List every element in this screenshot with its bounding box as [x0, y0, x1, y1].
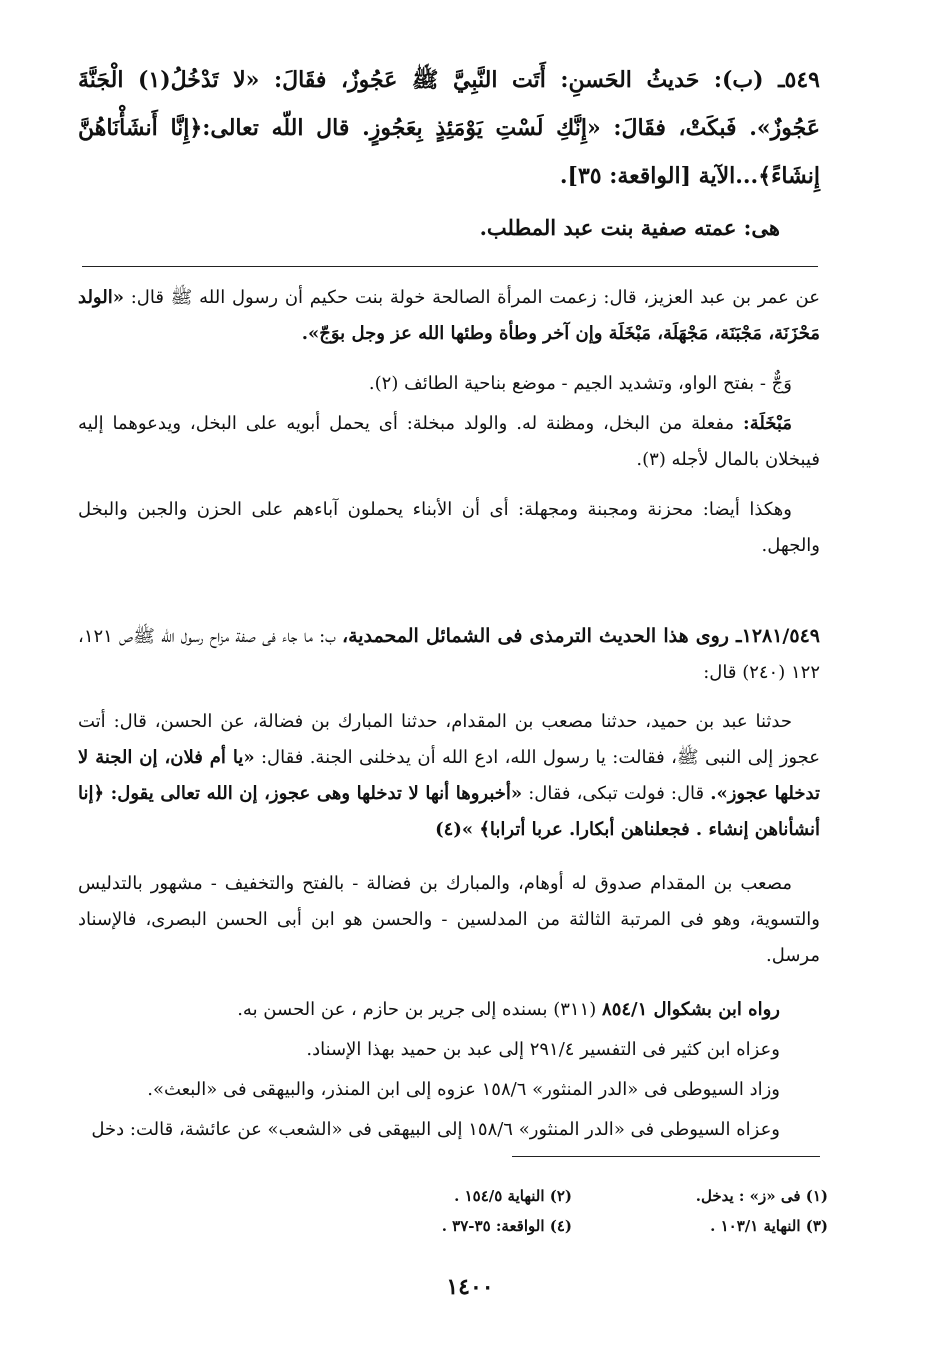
commentary-paragraph-4: وهكذا أيضا: محزنة ومجبنة ومجهلة: أى أن الأبناء يحملون آباءهم على الحزن والجبن والبخل والجهل.	[78, 499, 820, 556]
takhrij-source-3: وزاد السيوطى فى «الدر المنثور» ١٥٨/٦ عزوه إلى ابن المنذر، والبيهقى فى «البعث».	[147, 1079, 780, 1100]
takhrij-heading	[78, 618, 820, 691]
commentary-definition: مفعلة من البخل، ومظنة له. والولد مبخلة: أى يحمل أبويه على البخل، ويدعوهما إليه فيبخلان بالمال لأجله (٣).	[78, 413, 820, 470]
takhrij-quote-2: «أخبروها أنها لا تدخلها وهى عجوز، إن الله تعالى يقول: ﴿إنا أنشأناهن إنشاء . فجعلناهن أبكارا. عربا أترابا﴾ »(٤)	[78, 783, 820, 840]
commentary-narration: عن عمر بن عبد العزيز، قال: زعمت المرأة الصالحة خولة بنت حكيم أن رسول الله ﷺ قال:	[130, 287, 820, 308]
takhrij-source-2: وعزاه ابن كثير فى التفسير ٢٩١/٤ إلى عبد بن حميد بهذا الإسناد.	[306, 1039, 780, 1060]
takhrij-source-1-text: (٣١١) بسنده إلى جرير بن حازم ، عن الحسن به.	[237, 999, 597, 1020]
footnote-3: (٣) النهاية ١٠٣/١ .	[710, 1217, 828, 1235]
takhrij-title-rest: ب: ما جاء فى صفة مزاح رسول الله ﷺص ١٢١، ١٢٢ (٢٤٠) قال:	[78, 626, 820, 683]
takhrij-text: أتت عجوز إلى النبى ﷺ، فقالت: يا رسول الله، ادع الله أن يدخلنى الجنة. فقال:	[78, 711, 820, 768]
footnote-divider	[512, 1156, 820, 1157]
takhrij-isnad: حدثنا عبد بن حميد، حدثنا مصعب بن المقدام، حدثنا المبارك بن فضالة، عن الحسن، قال:	[113, 711, 792, 732]
footnote-4: (٤) الواقعة: ٣٥-٣٧ .	[441, 1217, 572, 1235]
takhrij-source-1	[78, 992, 820, 1028]
takhrij-source-1-title: رواه ابن بشكوال ٨٥٤/١	[602, 999, 780, 1020]
commentary-quote: «الولد مَحْزَنَة، مَجْبَنَة، مَجْهَلَة، مَبْخَلَة وإن آخر وطأة وطئها الله عز وجل بوَجّ».	[78, 287, 820, 344]
takhrij-grading: مصعب بن المقدام صدوق له أوهام، والمبارك بن فضالة - بالفتح والتخفيف - مشهور بالتدليس والتسوية، وهو فى المرتبة الثالثة من المدلسين - والحسن هو ابن أبى الحسن البصرى، فالإسناد مرسل.	[78, 873, 820, 966]
page-number: ١٤٠٠	[446, 1274, 494, 1300]
footnote-2: (٢) النهاية ١٥٤/٥ .	[454, 1187, 572, 1205]
hadith-number: ٥٤٩ـ (ب):	[713, 67, 820, 93]
takhrij-title: ١٢٨١/٥٤٩ـ روى هذا الحديث الترمذى فى الشمائل المحمدية،	[341, 625, 820, 647]
footnote-1: (١) فى «ز» : يدخل.	[695, 1187, 828, 1205]
commentary-paragraph-3	[78, 406, 820, 478]
section-divider	[82, 266, 818, 267]
takhrij-quote-1: «يا أم فلان، إن الجنة لا تدخلها عجوز».	[78, 747, 820, 804]
takhrij-isnad-paragraph	[78, 704, 820, 848]
hadith-note: هى: عمته صفية بنت عبد المطلب.	[479, 215, 780, 240]
commentary-term: مَبْخَلَة:	[743, 413, 792, 434]
takhrij-text-2: قال: فولت تبكى، فقال:	[528, 783, 705, 804]
commentary-paragraph-1	[78, 280, 820, 352]
hadith-body: حَديثُ الحَسنِ: أَتَت النَّبِيَّ ﷺ عَجُوزٌ، فقَالَ: «لا تَدْخُلُ(١) الْجَنَّةَ عَجُوزٌ». فَبكَتْ، فقَالَ: «إِنَّكِ لَسْتِ يَوْمَئِذٍ بِعَجُوزٍ. قال اللّه تعالى:﴿إِنَّا أَنشَأْنَاهُنَّ إِنشَاءً﴾...الآية [الواقعة: ٣٥].	[78, 67, 820, 189]
hadith-text	[78, 56, 820, 200]
takhrij-source-4: وعزاه السيوطى فى «الدر المنثور» ١٥٨/٦ إلى البيهقى فى «الشعب» عن عائشة، قالت: دخل	[91, 1119, 780, 1140]
commentary-paragraph-2: وَجٌّ - بفتح الواو، وتشديد الجيم - موضع بناحية الطائف (٢).	[368, 373, 792, 394]
